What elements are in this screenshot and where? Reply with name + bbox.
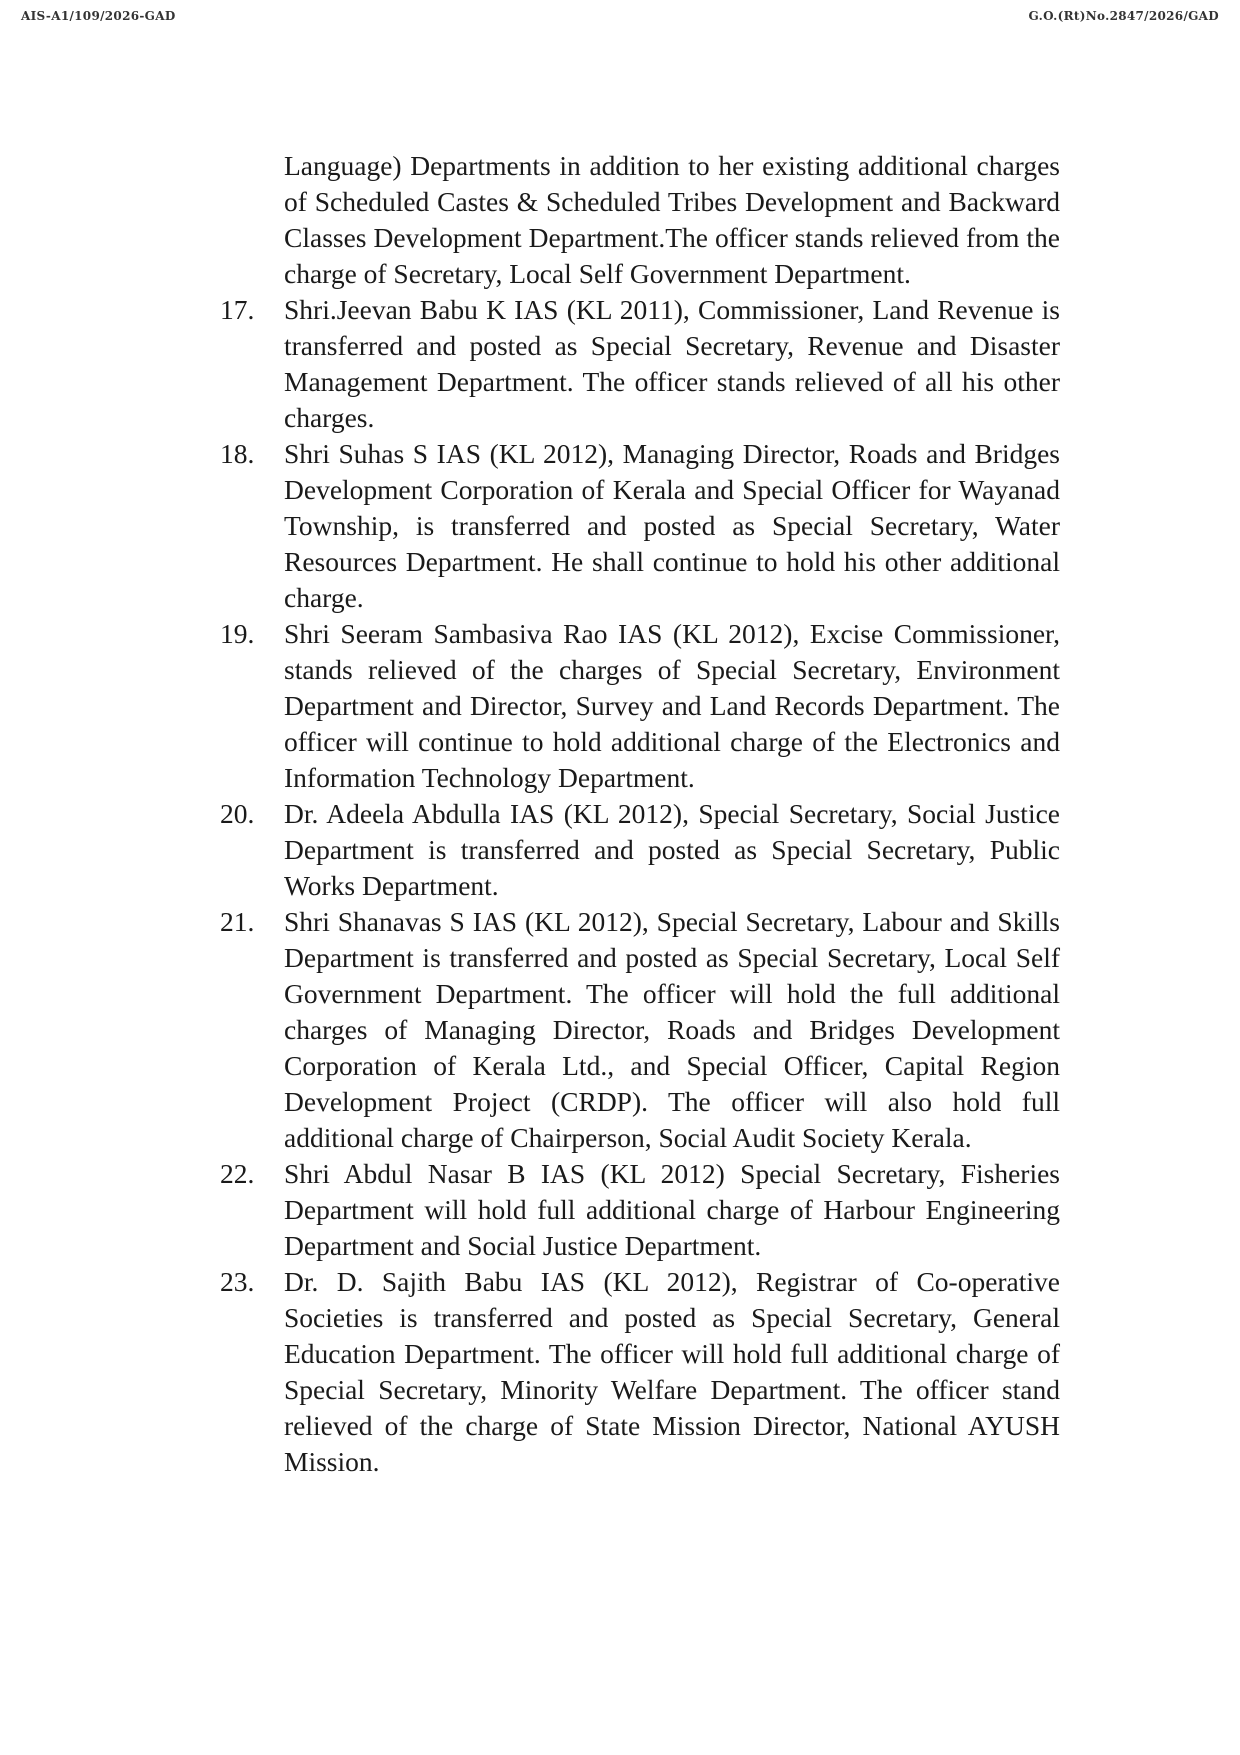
order-body xyxy=(220,148,1060,1480)
go-number: G.O.(Rt)No.2847/2026/GAD xyxy=(1028,9,1219,23)
item-text: Shri Shanavas S IAS (KL 2012), Special Secretary, Labour and Skills Department is transferred and posted as Special Secretary, Local Self Government Department. The officer will hold the full additional charges of Managing Director, Roads and Bridges Development Corporation of Kerala Ltd., and Special Officer, Capital Region Development Project (CRDP). The officer will also hold full additional charge of Chairperson, Social Audit Society Kerala. xyxy=(284,906,1060,1153)
continuation-paragraph: Language) Departments in addition to her existing additional charges of Scheduled Castes & Scheduled Tribes Development and Backward Classes Development Department.The officer stands relieved from the charge of Secretary, Local Self Government Department. xyxy=(284,150,1060,289)
order-item-22 xyxy=(220,1156,1060,1264)
order-item-20 xyxy=(220,796,1060,904)
file-number: AIS-A1/109/2026-GAD xyxy=(21,9,176,23)
item-text: Shri Suhas S IAS (KL 2012), Managing Director, Roads and Bridges Development Corporation of Kerala and Special Officer for Wayanad Township, is transferred and posted as Special Secretary, Water Resources Department. He shall continue to hold his other additional charge. xyxy=(284,438,1060,613)
item-text: Dr. Adeela Abdulla IAS (KL 2012), Special Secretary, Social Justice Department is transferred and posted as Special Secretary, Public Works Department. xyxy=(284,798,1060,901)
order-item-17 xyxy=(220,292,1060,436)
order-item-23 xyxy=(220,1264,1060,1480)
order-item-19 xyxy=(220,616,1060,796)
item-text: Shri Seeram Sambasiva Rao IAS (KL 2012), Excise Commissioner, stands relieved of the charges of Special Secretary, Environment Department and Director, Survey and Land Records Department. The officer will continue to hold additional charge of the Electronics and Information Technology Department. xyxy=(284,618,1060,793)
page-header xyxy=(21,9,1219,29)
item-number: 17. xyxy=(220,294,255,325)
item-number: 18. xyxy=(220,438,255,469)
order-item-18 xyxy=(220,436,1060,616)
order-item-21 xyxy=(220,904,1060,1156)
item-text: Shri.Jeevan Babu K IAS (KL 2011), Commissioner, Land Revenue is transferred and posted as Special Secretary, Revenue and Disaster Management Department. The officer stands relieved of all his other charges. xyxy=(284,294,1060,433)
item-number: 23. xyxy=(220,1266,255,1297)
item-text: Shri Abdul Nasar B IAS (KL 2012) Special Secretary, Fisheries Department will hold full additional charge of Harbour Engineering Department and Social Justice Department. xyxy=(284,1158,1060,1261)
item-number: 20. xyxy=(220,798,255,829)
item-number: 19. xyxy=(220,618,255,649)
item-number: 21. xyxy=(220,906,255,937)
item-text: Dr. D. Sajith Babu IAS (KL 2012), Registrar of Co-operative Societies is transferred and posted as Special Secretary, General Education Department. The officer will hold full additional charge of Special Secretary, Minority Welfare Department. The officer stand relieved of the charge of State Mission Director, National AYUSH Mission. xyxy=(284,1266,1060,1477)
item-number: 22. xyxy=(220,1158,255,1189)
